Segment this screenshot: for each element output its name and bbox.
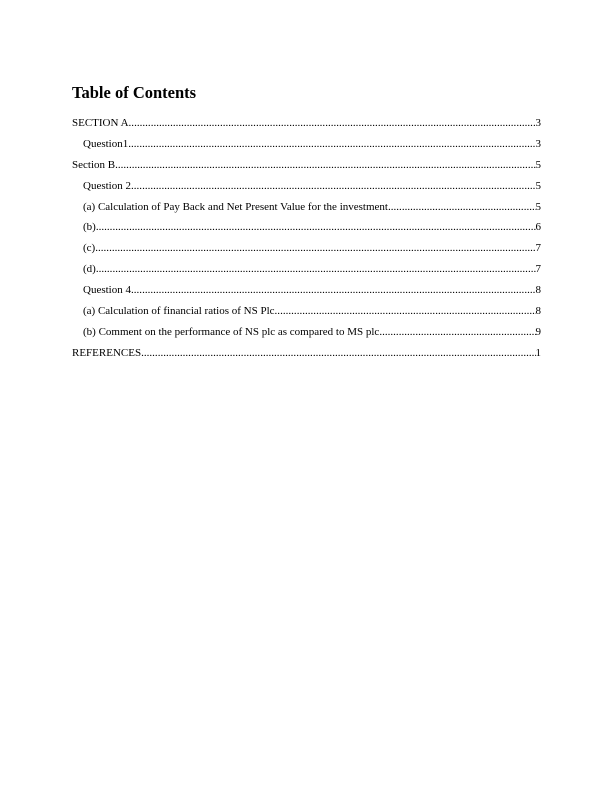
toc-entry-question-4[interactable] bbox=[72, 283, 541, 304]
toc-entry-section-a[interactable] bbox=[72, 116, 541, 137]
toc-dot-leader bbox=[388, 200, 536, 214]
toc-list bbox=[72, 116, 541, 367]
toc-entry-text: Question1 bbox=[83, 137, 129, 150]
toc-dot-leader bbox=[131, 179, 536, 193]
toc-page-number: 7 bbox=[535, 263, 541, 276]
toc-entry-text: (a) Calculation of financial ratios of NS Plc bbox=[83, 305, 275, 318]
toc-dot-leader bbox=[129, 116, 536, 130]
toc-page-number: 3 bbox=[535, 137, 541, 150]
toc-dot-leader bbox=[275, 304, 536, 318]
toc-dot-leader bbox=[379, 325, 535, 339]
toc-entry-text: Question 4 bbox=[83, 284, 131, 297]
toc-dot-leader bbox=[95, 241, 535, 255]
toc-page-number: 5 bbox=[535, 179, 541, 192]
toc-page-number: 5 bbox=[535, 158, 541, 171]
toc-dot-leader bbox=[96, 220, 536, 234]
toc-entry-question-2[interactable] bbox=[72, 179, 541, 200]
toc-dot-leader bbox=[131, 283, 536, 297]
toc-page-number: 8 bbox=[535, 284, 541, 297]
toc-page-number: 6 bbox=[535, 221, 541, 234]
toc-entry-text: (b) bbox=[83, 221, 96, 234]
toc-entry-section-b[interactable] bbox=[72, 158, 541, 179]
toc-entry-text: Section B bbox=[72, 158, 116, 171]
toc-page-number: 3 bbox=[535, 117, 541, 129]
toc-entry-q4-a[interactable] bbox=[72, 304, 541, 325]
toc-page-number: 1 bbox=[535, 346, 541, 359]
toc-dot-leader bbox=[128, 137, 535, 151]
toc-entry-question-1[interactable] bbox=[72, 137, 541, 158]
toc-page-number: 7 bbox=[535, 242, 541, 255]
toc-entry-q2-b[interactable] bbox=[72, 220, 541, 241]
toc-entry-text: (b) Comment on the performance of NS plc as compared to MS plc bbox=[83, 325, 380, 338]
toc-entry-text: (d) bbox=[83, 263, 96, 276]
toc-entry-text: SECTION A bbox=[72, 117, 129, 129]
toc-page-number: 9 bbox=[535, 325, 541, 338]
toc-page-number: 5 bbox=[535, 200, 541, 213]
toc-dot-leader bbox=[115, 158, 535, 172]
toc-dot-leader bbox=[96, 262, 536, 276]
toc-entry-q2-c[interactable] bbox=[72, 241, 541, 262]
toc-entry-text: (c) bbox=[83, 242, 96, 255]
toc-title: Table of Contents bbox=[72, 83, 197, 102]
toc-entry-references[interactable] bbox=[72, 346, 541, 367]
toc-page-number: 8 bbox=[535, 305, 541, 318]
toc-entry-text: (a) Calculation of Pay Back and Net Present Value for the investment bbox=[83, 200, 388, 213]
toc-entry-q2-d[interactable] bbox=[72, 262, 541, 283]
toc-entry-q4-b[interactable] bbox=[72, 325, 541, 346]
toc-dot-leader bbox=[141, 346, 535, 360]
toc-entry-text: Question 2 bbox=[83, 179, 131, 192]
toc-entry-text: REFERENCES bbox=[72, 346, 142, 359]
toc-entry-q2-a[interactable] bbox=[72, 200, 541, 221]
